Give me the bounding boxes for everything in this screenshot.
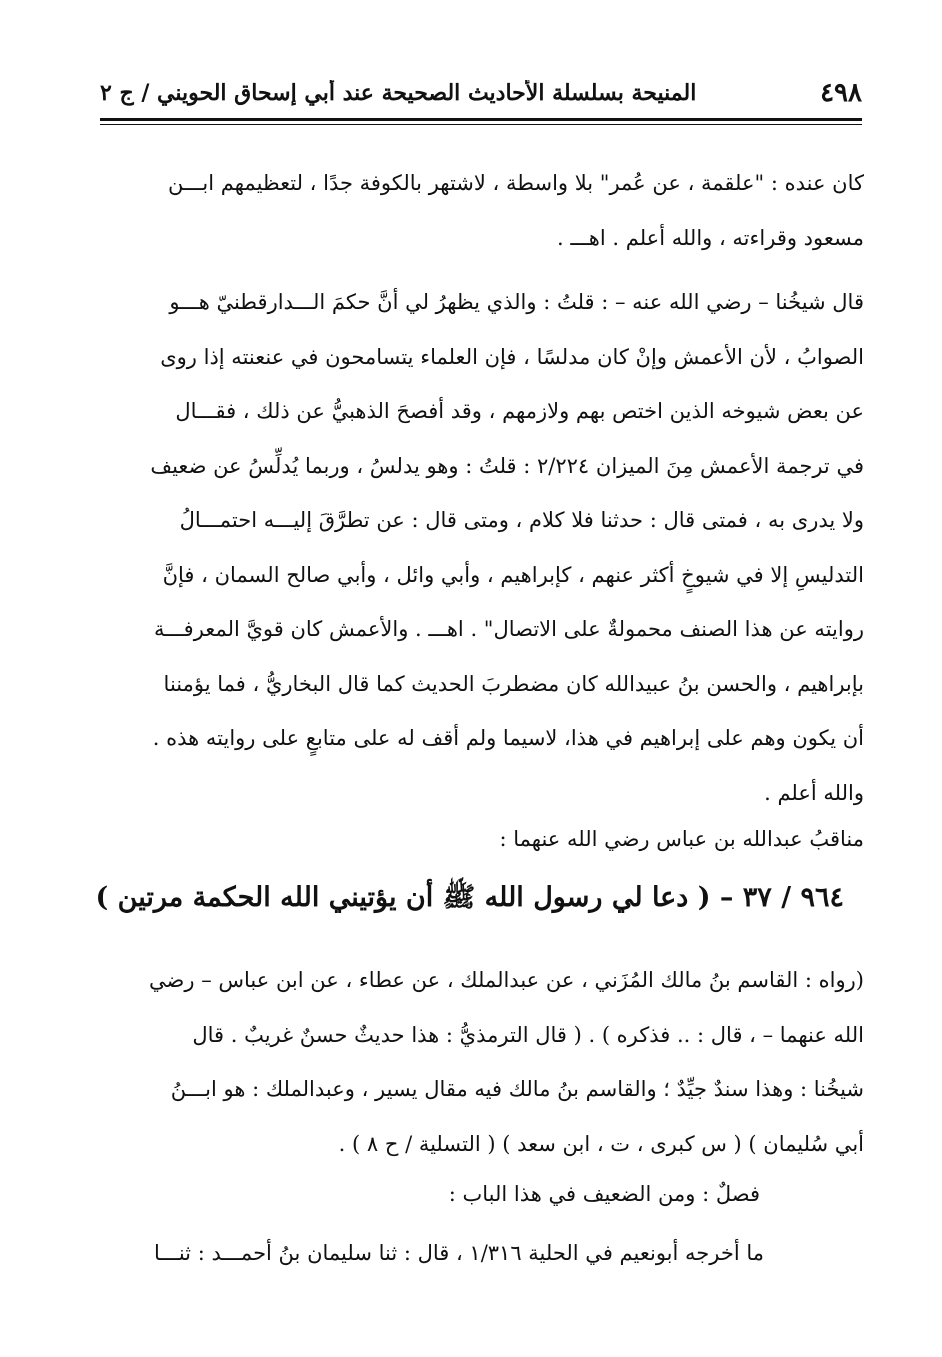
- text-line: شيخُنا : وهذا سندٌ جيِّدٌ ؛ والقاسم بنُ مالك فيه مقال يسير ، وعبدالملك : هو ابـــنُ: [170, 1077, 864, 1101]
- text-line: أبي سُليمان ) ( س كبرى ، ت ، ابن سعد ) ( التسلية / ح ٨ ) .: [338, 1131, 864, 1156]
- paragraph-5: [140, 1167, 760, 1222]
- paragraph-6: [104, 1226, 764, 1281]
- text-line: الصوابُ ، لأن الأعمش وإنْ كان مدلسًا ، فإن العلماء يتسامحون في عنعنته إذا روى: [160, 344, 864, 369]
- text-line: (رواه : القاسم بنُ مالك المُزَني ، عن عبدالملك ، عن عطاء ، عن ابن عباس – رضي: [149, 968, 864, 992]
- text-line: التدليسِ إلا في شيوخٍ أكثر عنهم ، كإبراهيم ، وأبي وائل ، وأبي صالح السمان ، فإنَّ: [162, 562, 864, 587]
- paragraph-4: [104, 953, 864, 1171]
- page-header: [100, 72, 862, 116]
- page-number: ٤٩٨: [820, 78, 862, 108]
- paragraph-2: [104, 275, 864, 820]
- text-line: والله أعلم .: [764, 780, 864, 805]
- section-title: فصلٌ : ومن الضعيف في هذا الباب :: [448, 1182, 760, 1206]
- text-line: روايته عن هذا الصنف محمولةٌ على الاتصال" . اهـــ . والأعمش كان قويَّ المعرفـــة: [153, 617, 864, 641]
- paragraph-1: [104, 156, 864, 265]
- text-line: ما أخرجه أبونعيم في الحلية ١/٣١٦ ، قال : ثنا سليمان بنُ أحمـــد : ثنـــا: [153, 1241, 764, 1265]
- text-line: في ترجمة الأعمش مِنَ الميزان ٢/٢٢٤ : قلتُ : وهو يدلسُ ، وربما يُدلِّسُ عن ضعيف: [150, 453, 864, 478]
- header-rule-thin: [100, 124, 862, 125]
- section-title: مناقبُ عبدالله بن عباس رضي الله عنهما :: [499, 827, 864, 851]
- running-title: المنيحة بسلسلة الأحاديث الصحيحة عند أبي إسحاق الحويني / ج ٢: [100, 80, 697, 106]
- hadith-heading: ٩٦٤ / ٣٧ – ( دعا لي رسول الله ﷺ أن يؤتيني الله الحكمة مرتين ): [95, 882, 844, 913]
- text-line: قال شيخُنا – رضي الله عنه – : قلتُ : والذي يظهرُ لي أنَّ حكمَ الـــدارقطنيّ هـــو: [169, 290, 864, 314]
- text-line: الله عنهما – ، قال : .. فذكره ) . ( قال الترمذيُّ : هذا حديثٌ حسنٌ غريبٌ . قال: [192, 1022, 864, 1047]
- text-line: ولا يدرى به ، فمتى قال : حدثنا فلا كلام ، ومتى قال : عن تطرَّقَ إليـــه احتمـــالُ: [179, 508, 864, 532]
- text-line: مسعود وقراءته ، والله أعلم . اهـــ .: [557, 225, 864, 250]
- text-line: كان عنده : "علقمة ، عن عُمر" بلا واسطة ، لاشتهر بالكوفة جدًا ، لتعظيمهم ابـــن: [167, 171, 864, 195]
- text-line: عن بعض شيوخه الذين اختص بهم ولازمهم ، وقد أفصحَ الذهبيُّ عن ذلك ، فقـــال: [175, 399, 864, 423]
- header-rule: [100, 118, 862, 121]
- paragraph-3: [104, 812, 864, 867]
- text-line: بإبراهيم ، والحسن بنُ عبيدالله كان مضطربَ الحديث كما قال البخاريُّ ، فما يؤمننا: [163, 671, 864, 696]
- text-line: أن يكون وهم على إبراهيم في هذا، لاسيما ولم أقف له على متابعٍ على روايته هذه .: [152, 726, 864, 750]
